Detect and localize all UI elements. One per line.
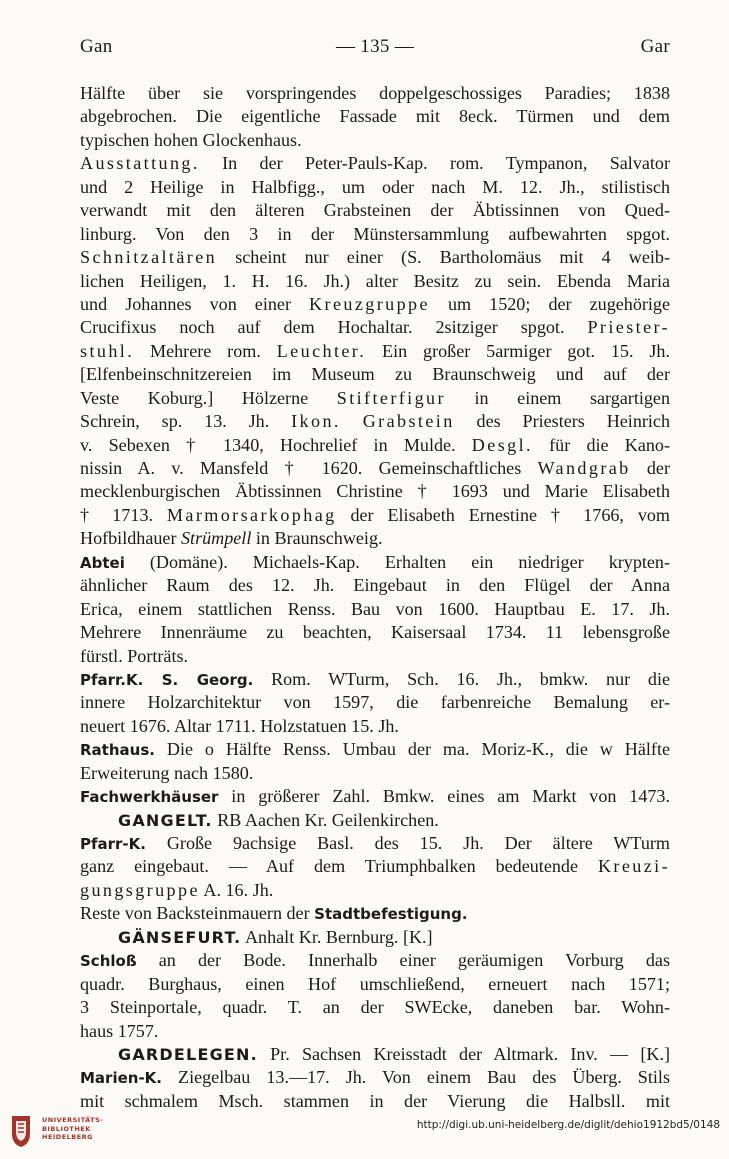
text-segment: ganz eingebaut. — Auf dem Triumphbalken bedeutende	[80, 856, 598, 877]
text-segment: In der Peter-Pauls-Kap. rom. Tympanon, Salvator	[199, 153, 670, 174]
text-line	[80, 1043, 670, 1066]
text-segment: Rom. WTurm, Sch. 16. Jh., bmkw. nur die	[253, 668, 670, 689]
text-segment: [Elfenbeinschnitzereien im Museum zu Braunschweig und auf der	[80, 364, 670, 385]
text-line	[80, 105, 670, 128]
text-line	[80, 457, 670, 480]
text-line	[80, 621, 670, 644]
text-segment: linburg. Von den 3 in der Münstersammlung aufbewahrten spgot.	[80, 223, 670, 244]
entry-heading: GARDELEGEN.	[118, 1044, 258, 1064]
entry-heading: Stadtbefestigung.	[314, 905, 468, 924]
text-line	[80, 363, 670, 386]
text-line	[80, 715, 670, 738]
text-segment: Ein großer 5armiger got. 15. Jh.	[366, 340, 670, 361]
text-segment: quadr. Burghaus, einen Hof umschließend, erneuert nach 1571;	[80, 973, 670, 994]
entry-heading: Pfarr-K.	[80, 835, 146, 853]
source-url-link[interactable]: http://digi.ub.uni-heidelberg.de/diglit/dehio1912bd5/0148	[416, 1119, 720, 1131]
university-seal-icon	[10, 1114, 32, 1148]
spaced-term: Wandgrab	[537, 458, 631, 478]
spaced-term: Marmorsarkophag	[166, 504, 337, 525]
text-line	[80, 387, 670, 410]
text-line	[80, 574, 670, 597]
entry-heading: Marien-K.	[80, 1069, 162, 1088]
spaced-term: Stifterfigur	[336, 387, 446, 408]
text-line	[80, 434, 670, 457]
text-segment: abgebrochen. Die eigentliche Fassade mit 8eck. Türmen und dem	[80, 106, 670, 127]
text-segment: lichen Heiligen, 1. H. 16. Jh.) alter Besitz zu sein. Ebenda Maria	[80, 270, 670, 291]
text-line	[80, 527, 670, 550]
entry-heading: Abtei	[80, 553, 125, 572]
running-header	[80, 36, 670, 66]
text-line	[80, 668, 670, 691]
text-line	[80, 504, 670, 527]
header-left-keyword: Gan	[80, 36, 113, 57]
text-line	[80, 1020, 670, 1043]
text-line	[80, 832, 670, 855]
text-segment: innere Holzarchitektur von 1597, die farbenreiche Bemalung er-	[80, 692, 670, 713]
text-line	[80, 926, 670, 949]
text-segment: Schrein, sp. 13. Jh.	[80, 411, 292, 432]
text-segment: in Braunschweig.	[251, 528, 383, 549]
text-line	[80, 738, 670, 761]
text-line	[80, 855, 670, 878]
text-segment: A. 16. Jh.	[199, 879, 274, 900]
text-line	[80, 949, 670, 972]
entry-heading: GÄNSEFURT.	[118, 927, 242, 947]
page-number: — 135 —	[335, 36, 415, 57]
text-line	[80, 879, 670, 902]
spaced-term: Priester-	[587, 317, 670, 338]
text-line	[80, 1066, 670, 1089]
entry-heading: Fachwerkhäuser	[80, 788, 219, 807]
library-name-line: BIBLIOTHEK	[42, 1124, 91, 1133]
spaced-term: Grabstein	[362, 411, 455, 432]
body-text	[80, 82, 670, 1113]
text-line	[80, 176, 670, 199]
text-line	[80, 270, 670, 293]
text-line	[80, 645, 670, 668]
text-line	[80, 691, 670, 714]
text-line	[80, 293, 670, 316]
text-line	[80, 996, 670, 1019]
library-name-line: HEIDELBERG	[42, 1133, 94, 1141]
text-line	[80, 809, 670, 832]
text-line	[80, 551, 670, 574]
text-segment: scheint nur einer (S. Bartholomäus mit 4 weib-	[217, 247, 670, 268]
text-segment: Hofbildhauer	[80, 528, 181, 549]
text-segment: Anhalt Kr. Bernburg. [K.]	[241, 926, 433, 947]
entry-heading: Schloß	[80, 952, 137, 971]
text-segment: (Domäne). Michaels-Kap. Erhalten ein niedriger krypten-	[124, 551, 670, 572]
text-segment: Mehrere rom.	[134, 340, 277, 361]
text-segment: Die o Hälfte Renss. Umbau der ma. Moriz-K., die w Hälfte	[154, 739, 670, 760]
text-segment: um 1520; der zugehörige	[429, 293, 670, 314]
spaced-term: gungsgruppe	[80, 879, 200, 900]
text-segment: der Elisabeth Ernestine † 1766, vom	[336, 504, 670, 525]
spaced-term: Kreuzi-	[597, 856, 670, 877]
entry-heading: GANGELT.	[118, 810, 213, 830]
text-segment: Große 9achsige Basl. des 15. Jh. Der ältere WTurm	[145, 833, 670, 853]
text-line	[80, 598, 670, 621]
text-line	[80, 902, 670, 925]
text-segment: Erica, einem stattlichen Renss. Bau von 1600. Hauptbau E. 17. Jh.	[80, 598, 670, 619]
text-segment: Crucifixus noch auf dem Hochaltar. 2sitziger spgot.	[80, 317, 588, 338]
text-segment: mit schmalem Msch. stammen in der Vierung die Halbsll. mit	[80, 1090, 670, 1111]
spaced-term: stuhl.	[80, 340, 135, 361]
text-segment: Pr. Sachsen Kreisstadt der Altmark. Inv. — [K.]	[257, 1043, 670, 1064]
library-name-line: UNIVERSITÄTS-	[42, 1116, 104, 1124]
text-segment: Hälfte über sie vorspringendes doppelgeschossiges Paradies; 1838	[80, 83, 670, 103]
text-segment: 3 Steinportale, quadr. T. an der SWEcke, daneben bar. Wohn-	[80, 997, 670, 1018]
spaced-term: Desgl.	[471, 434, 533, 455]
spaced-term: Ikon.	[291, 411, 341, 432]
entry-heading: Rathaus.	[80, 741, 155, 760]
text-line	[80, 82, 670, 105]
text-segment: mecklenburgischen Äbtissinnen Christine † 1693 und Marie Elisabeth	[80, 481, 670, 502]
text-segment: in einem sargartigen	[445, 387, 670, 408]
text-segment: † 1713.	[80, 504, 167, 525]
text-line	[80, 340, 670, 363]
header-right-keyword: Gar	[640, 36, 670, 57]
text-segment: fürstl. Porträts.	[80, 645, 189, 666]
text-line	[80, 762, 670, 785]
text-line	[80, 152, 670, 175]
spaced-term: Kreuzgruppe	[309, 293, 430, 314]
text-segment: Reste von Backsteinmauern der	[80, 903, 315, 924]
text-line	[80, 316, 670, 339]
text-segment: und 2 Heilige in Halbfigg., um oder nach M. 12. Jh., stilistisch	[80, 176, 670, 197]
spaced-term: Schnitzaltären	[80, 247, 218, 268]
text-segment: v. Sebexen † 1340, Hochrelief in Mulde.	[80, 434, 472, 455]
text-segment: RB Aachen Kr. Geilenkirchen.	[212, 809, 439, 830]
text-segment: und Johannes von einer	[80, 293, 310, 314]
text-segment: für die Kano-	[532, 434, 670, 455]
text-line	[80, 480, 670, 503]
spaced-term: Ausstattung.	[80, 153, 200, 174]
text-segment: nissin A. v. Mansfeld † 1620. Gemeinschaftliches	[80, 458, 538, 478]
text-segment: der	[630, 458, 670, 478]
text-line	[80, 973, 670, 996]
text-segment	[341, 411, 363, 431]
text-segment: an der Bode. Innerhalb einer geräumigen Vorburg das	[136, 950, 670, 971]
text-segment: haus 1757.	[80, 1020, 159, 1041]
text-line	[80, 223, 670, 246]
text-segment: ähnlicher Raum des 12. Jh. Eingebaut in den Flügel der Anna	[80, 575, 670, 596]
text-segment: des Priesters Heinrich	[454, 411, 670, 432]
text-line	[80, 410, 670, 433]
text-segment: Ziegelbau 13.—17. Jh. Von einem Bau des Überg. Stils	[162, 1067, 670, 1088]
text-segment: Mehrere Innenräume zu beachten, Kaisersaal 1734. 11 lebensgroße	[80, 622, 670, 643]
text-segment: verwandt mit den älteren Grabsteinen der Äbtissinnen von Qued-	[80, 200, 670, 221]
library-name	[42, 1116, 103, 1142]
text-segment: Erweiterung nach 1580.	[80, 762, 254, 783]
digitization-footer	[0, 1103, 729, 1159]
text-segment: Strümpell	[181, 528, 252, 549]
text-line	[80, 246, 670, 269]
text-segment: neuert 1676. Altar 1711. Holzstatuen 15. Jh.	[80, 715, 399, 736]
spaced-term: Leuchter.	[276, 340, 367, 361]
text-line	[80, 785, 670, 808]
entry-heading: Pfarr.K. S. Georg.	[80, 670, 254, 689]
text-line	[80, 129, 670, 152]
text-segment: in größerer Zahl. Bmkw. eines am Markt von 1473.	[218, 786, 670, 807]
text-line	[80, 199, 670, 222]
text-segment: Veste Koburg.] Hölzerne	[80, 387, 337, 408]
text-segment: typischen hohen Glockenhaus.	[80, 129, 302, 150]
